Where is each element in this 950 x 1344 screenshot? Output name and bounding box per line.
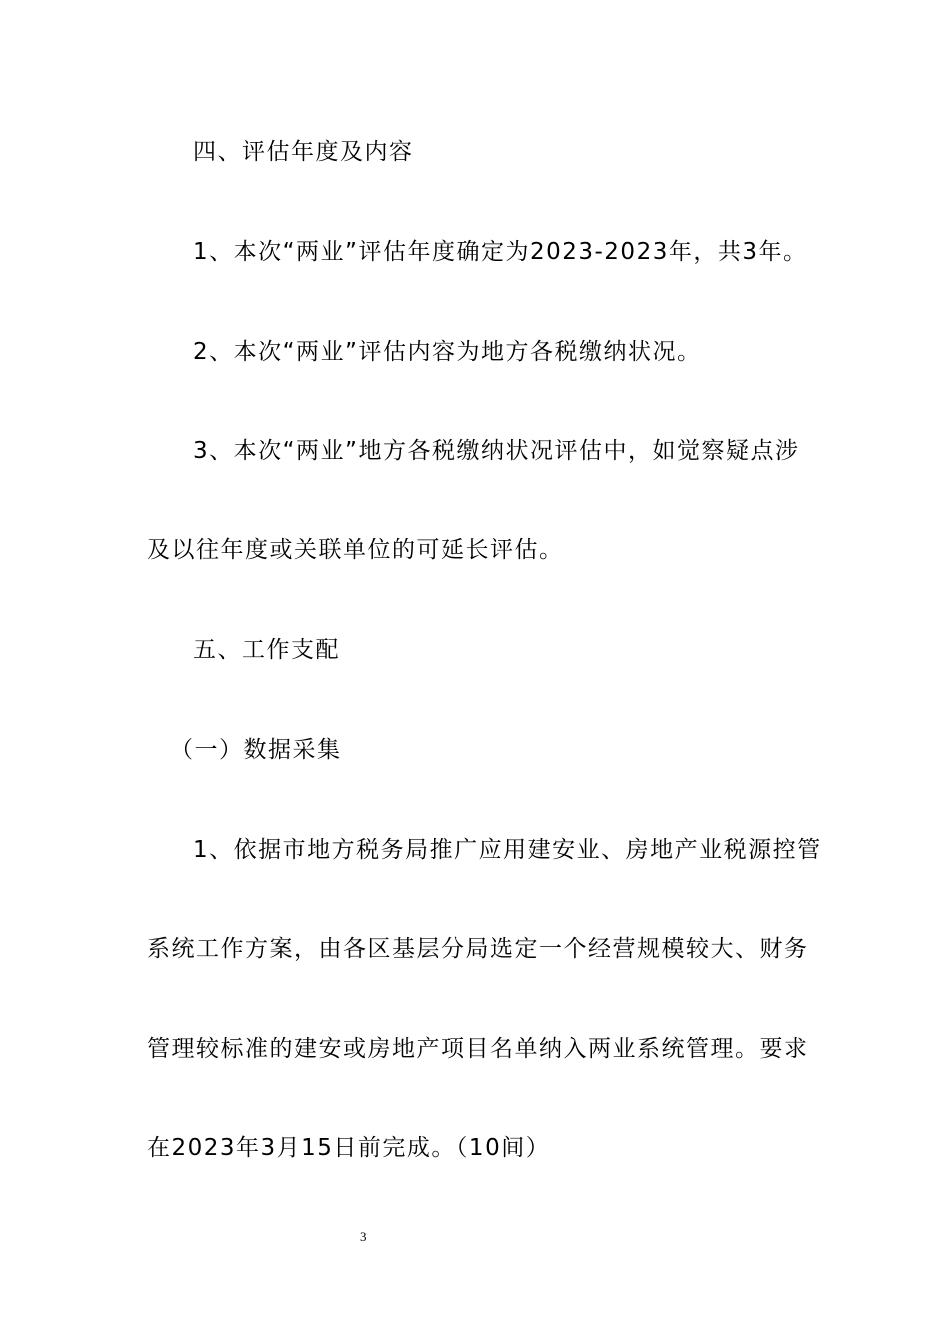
paragraph-data-line-1: 1、依据市地方税务局推广应用建安业、房地产业税源控管 — [193, 837, 822, 863]
subsection-heading-data-collection: （一）数据采集 — [170, 737, 342, 763]
section-heading-work-arrangement: 五、工作支配 — [193, 637, 340, 663]
paragraph-data-line-3: 管理较标准的建安或房地产项目名单纳入两业系统管理。要求 — [147, 1036, 809, 1062]
paragraph-item-3-line-1: 3、本次“两业”地方各税缴纳状况评估中，如觉察疑点涉 — [193, 438, 800, 464]
paragraph-data-line-2: 系统工作方案，由各区基层分局选定一个经营规模较大、财务 — [147, 936, 809, 962]
paragraph-data-line-4: 在2023年3月15日前完成。（10间） — [147, 1135, 551, 1161]
paragraph-item-1: 1、本次“两业”评估年度确定为2023-2023年，共3年。 — [193, 239, 808, 265]
page-number: 3 — [360, 1229, 367, 1244]
paragraph-item-2: 2、本次“两业”评估内容为地方各税缴纳状况。 — [193, 339, 702, 365]
section-heading-evaluation-years: 四、评估年度及内容 — [193, 139, 414, 165]
paragraph-item-3-line-2: 及以往年度或关联单位的可延长评估。 — [147, 537, 564, 563]
